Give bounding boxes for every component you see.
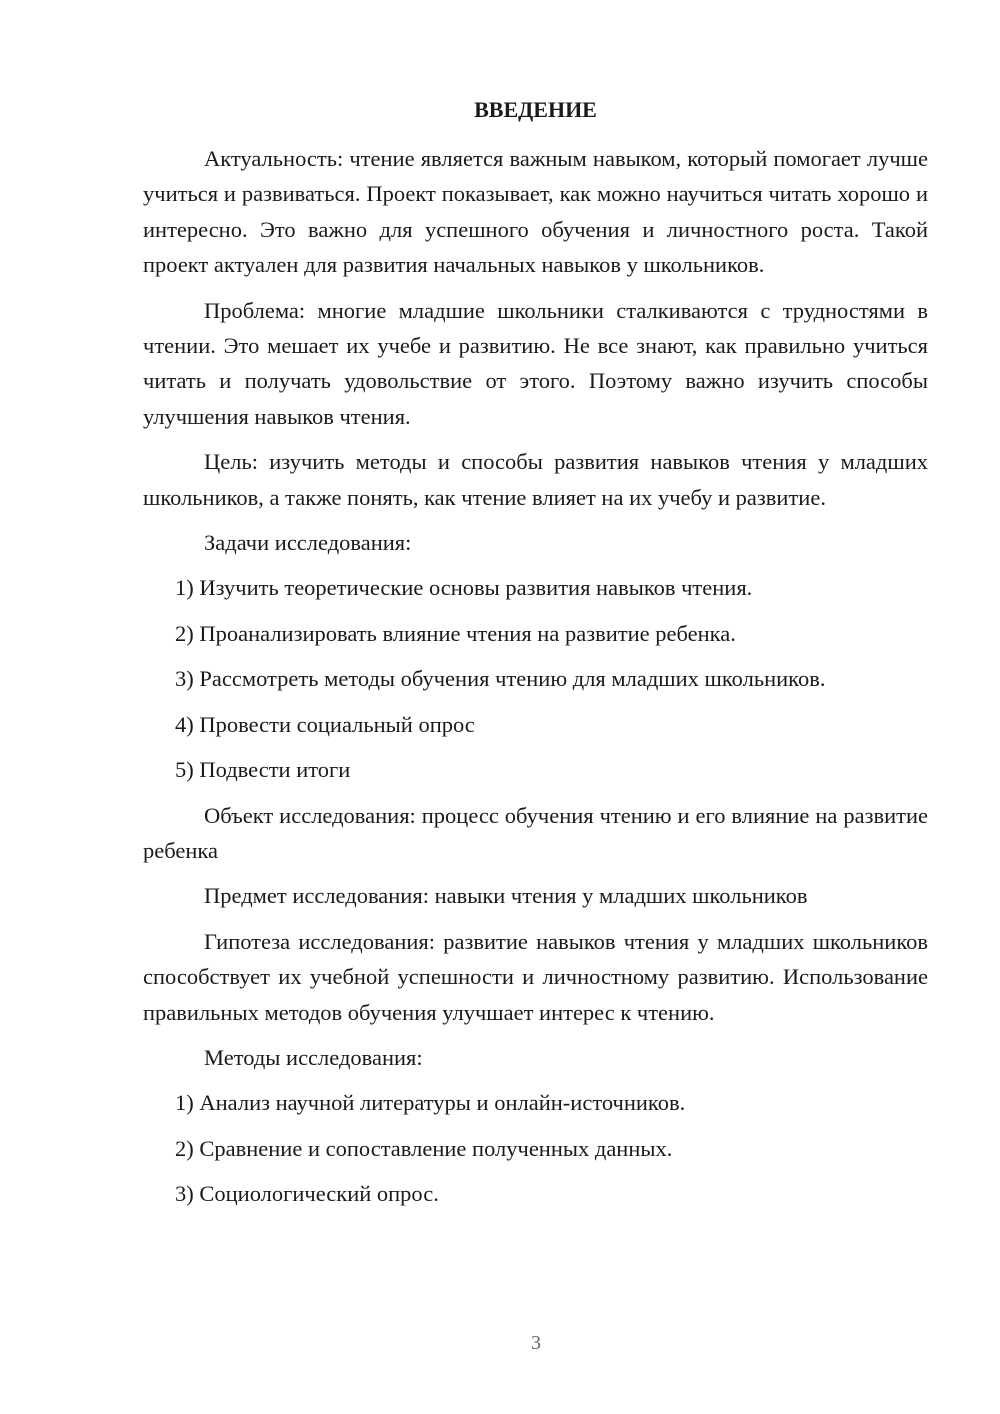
tasks-heading: Задачи исследования: (204, 530, 412, 556)
hypothesis-paragraph: Гипотеза исследования: развитие навыков чтения у младших школьников способствует их учебной успешности и личностному развитию. Использование правильных методов обучения улучшает интерес к чтению. (143, 928, 928, 1025)
tasks-list (143, 570, 928, 787)
list-item: 5) Подвести итоги (175, 757, 351, 783)
relevance-paragraph: Актуальность: чтение является важным навыком, который помогает лучше учиться и развиваться. Проект показывает, как можно научиться читать хорошо и интересно. Это важно для успешного обучения и личностного роста. Такой проект актуален для развития начальных навыков у школьников. (143, 146, 928, 278)
goal-paragraph: Цель: изучить методы и способы развития навыков чтения у младших школьников, а также понять, как чтение влияет на их учебу и развитие. (143, 449, 928, 510)
subject-paragraph: Предмет исследования: навыки чтения у младших школьников (204, 883, 808, 909)
list-item: 2) Проанализировать влияние чтения на развитие ребенка. (175, 620, 736, 646)
object-paragraph: Объект исследования: процесс обучения чтению и его влияние на развитие ребенка (143, 802, 928, 863)
problem-paragraph: Проблема: многие младшие школьники сталкиваются с трудностями в чтении. Это мешает их учебе и развитию. Не все знают, как правильно учиться читать и получать удовольствие от этого. Поэтому важно изучить способы улучшения навыков чтения. (143, 297, 928, 429)
methods-heading: Методы исследования: (204, 1044, 423, 1070)
list-item: 1) Анализ научной литературы и онлайн-источников. (175, 1090, 686, 1116)
list-item: 3) Рассмотреть методы обучения чтению для младших школьников. (175, 666, 826, 692)
list-item: 4) Провести социальный опрос (175, 711, 475, 737)
page-title: ВВЕДЕНИЕ (474, 97, 597, 122)
page-content (143, 92, 928, 1222)
methods-list (143, 1085, 928, 1211)
page-number: 3 (531, 1332, 541, 1354)
list-item: 2) Сравнение и сопоставление полученных данных. (175, 1135, 673, 1161)
list-item: 3) Социологический опрос. (175, 1181, 439, 1207)
list-item: 1) Изучить теоретические основы развития навыков чтения. (175, 575, 753, 601)
